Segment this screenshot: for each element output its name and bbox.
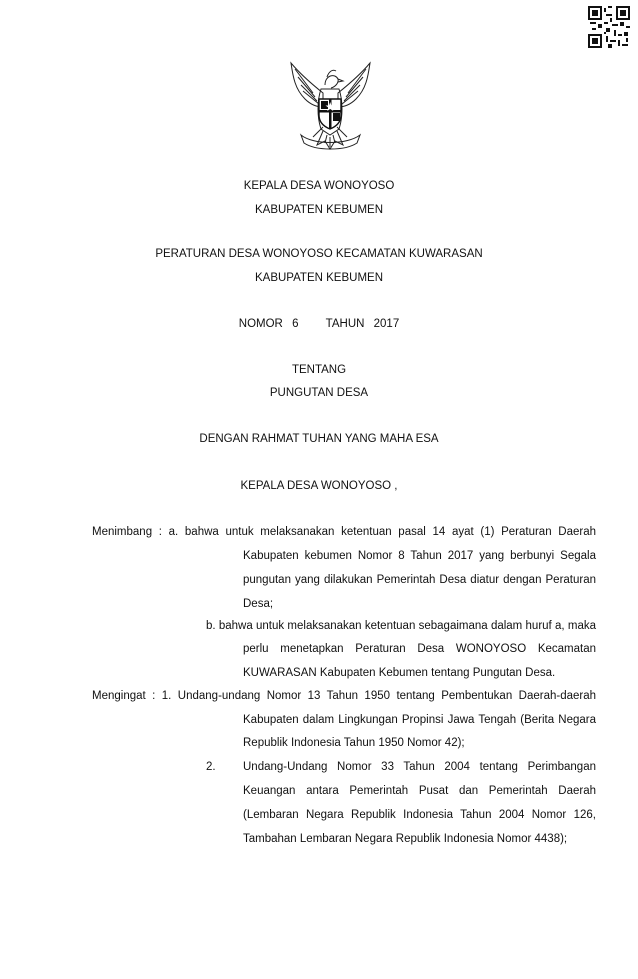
menimbang-b-line-2: KUWARASAN Kabupaten Kebumen tentang Pungutan Desa. — [243, 667, 556, 679]
garuda-emblem-icon — [283, 55, 378, 155]
mengingat-2-line-3: (Lembaran Negara Republik Indonesia Tahun 2004 Nomor 126, — [243, 809, 596, 821]
nomor-value: 6 — [292, 318, 299, 330]
menimbang-b-lead: b. bahwa untuk melaksanakan ketentuan sebagaimana dalam huruf a, maka — [206, 620, 596, 632]
regulation-title: PERATURAN DESA WONOYOSO KECAMATAN KUWARASAN — [155, 248, 483, 260]
menimbang-lead: Menimbang : a. bahwa untuk melaksanakan ketentuan pasal 14 ayat (1) Peraturan Daerah — [92, 526, 596, 538]
menimbang-a-line-3: Desa; — [243, 598, 274, 610]
mengingat-2-number: 2. — [206, 761, 216, 773]
mengingat-2-line-1: Undang-Undang Nomor 33 Tahun 2004 tentang Perimbangan — [243, 761, 596, 773]
mengingat-2-line-4: Tambahan Lembaran Negara Republik Indonesia Nomor 4438); — [243, 833, 568, 845]
mengingat-lead: Mengingat : 1. Undang-undang Nomor 13 Tahun 1950 tentang Pembentukan Daerah-daerah — [92, 690, 596, 702]
qr-code-icon — [588, 6, 630, 48]
tentang-label: TENTANG — [291, 364, 347, 376]
regulation-region: KABUPATEN KEBUMEN — [254, 272, 384, 284]
menimbang-a-line-2: pungutan yang dilakukan Pemerintah Desa diatur dengan Peraturan — [243, 574, 596, 586]
tahun-value: 2017 — [373, 318, 400, 330]
tahun-label: TAHUN — [325, 318, 365, 330]
menimbang-b-line-1: perlu menetapkan Peraturan Desa WONOYOSO Kecamatan — [243, 643, 596, 655]
regulation-subject: PUNGUTAN DESA — [269, 387, 369, 399]
nomor-label: NOMOR — [238, 318, 283, 330]
regulation-number — [0, 318, 638, 332]
menimbang-a-line-1: Kabupaten kebumen Nomor 8 Tahun 2017 yang berbunyi Segala — [243, 550, 596, 562]
invocation: DENGAN RAHMAT TUHAN YANG MAHA ESA — [199, 433, 439, 445]
mengingat-1-line-1: Kabupaten dalam Lingkungan Propinsi Jawa Tengah (Berita Negara — [243, 714, 596, 726]
header-line-2: KABUPATEN KEBUMEN — [254, 204, 384, 216]
mengingat-2-line-2: Keuangan antara Pemerintah Pusat dan Pemerintah Daerah — [243, 785, 596, 797]
enacting-authority: KEPALA DESA WONOYOSO , — [240, 480, 398, 492]
header-line-1: KEPALA DESA WONOYOSO — [243, 180, 395, 192]
mengingat-1-line-2: Republik Indonesia Tahun 1950 Nomor 42); — [243, 737, 465, 749]
